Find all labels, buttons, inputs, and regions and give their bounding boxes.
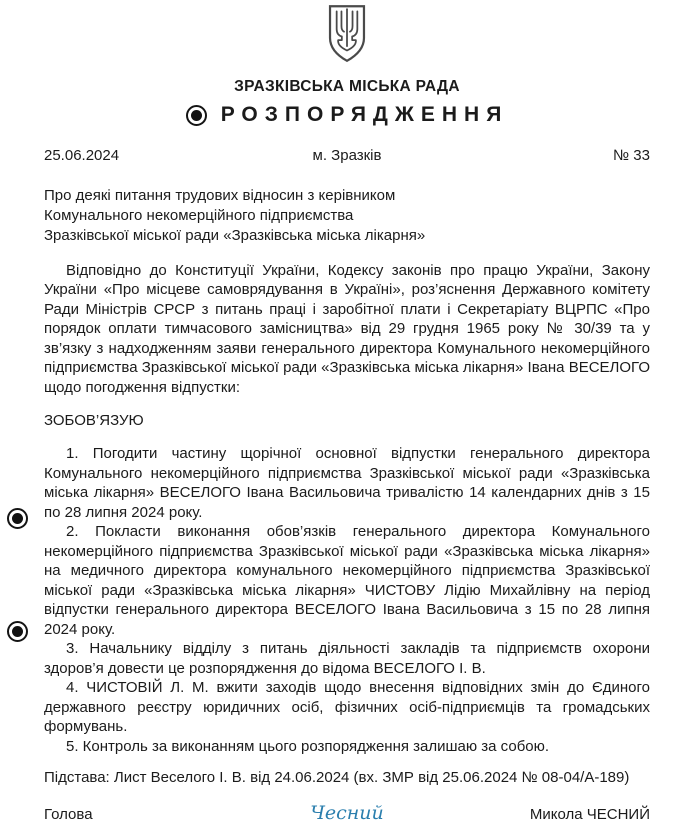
signer-name: Микола ЧЕСНИЙ — [529, 806, 650, 824]
preamble-paragraph: Відповідно до Конституції України, Кодексу законів про працю України, Закону України «Про місцеве самоврядування в Україні», роз’яснення Державного комітету Ради Міністрів СРСР з питань праці і заробітної плати і Секретаріату ВЦРПС «Про порядок оплати тимчасового замісництва» від 29 грудня 1965 року № 30/39 та у зв’язку з надходженням заяви генерального директора Комунального некомерційного підприємства Зразківської міської ради «Зразківська міська лікарня» Івана ВЕСЕЛОГО щодо погодження відпустки: — [44, 261, 650, 396]
annotation-marker-icon[interactable] — [7, 621, 28, 642]
doc-date: 25.06.2024 — [44, 147, 120, 164]
annotation-marker-icon[interactable] — [7, 508, 28, 529]
signature-row — [44, 802, 650, 824]
item-4: 4. ЧИСТОВІЙ Л. М. вжити заходів щодо внесення відповідних змін до Єдиного державного реєстру юридичних осіб, фізичних осіб-підприємців та громадських формувань. — [44, 679, 650, 736]
annotation-marker-dot — [191, 110, 202, 121]
doc-type-row — [44, 103, 650, 127]
doc-place: м. Зразків — [312, 147, 382, 164]
subject-line-1: Про деякі питання трудових відносин з керівником — [44, 187, 396, 204]
annotation-marker-icon[interactable] — [186, 105, 207, 126]
header-emblem — [44, 4, 650, 66]
handwritten-signature: Чесний — [310, 802, 384, 824]
coat-of-arms-ukraine-icon — [324, 4, 370, 66]
item-1: 1. Погодити частину щорічної основної відпустки генерального директора Комунального некомерційного підприємства Зразківської міської ради «Зразківська міська лікарня» ВЕСЕЛОГО Івана Васильовича тривалістю 14 календарних днів з 15 по 28 липня 2024 року. — [44, 445, 650, 521]
subject-line-2: Комунального некомерційного підприємства — [44, 206, 354, 224]
signer-position: Голова — [44, 806, 93, 824]
item-5: 5. Контроль за виконанням цього розпорядження залишаю за собою. — [66, 737, 550, 755]
subject-line-3: Зразківської міської ради «Зразківська міська лікарня» — [44, 226, 426, 244]
meta-row — [44, 147, 650, 164]
doc-type-title: РОЗПОРЯДЖЕННЯ — [220, 103, 509, 126]
items-list — [44, 444, 650, 756]
doc-subject — [44, 186, 650, 246]
org-name: ЗРАЗКІВСЬКА МІСЬКА РАДА — [234, 78, 460, 95]
annotation-marker-dot — [12, 513, 23, 524]
doc-number: № 33 — [613, 147, 650, 164]
item-3: 3. Начальнику відділу з питань діяльності закладів та підприємств охорони здоров’я довести це розпорядження до відома ВЕСЕЛОГО І. В. — [44, 640, 650, 677]
item-2: 2. Покласти виконання обов’язків генерального директора Комунального некомерційного підприємства Зразківської міської ради «Зразківська міська лікарня» на медичного директора комунального некомерційного підприємства Зразківської міської ради «Зразківська міська лікарня» ЧИСТОВУ Лідію Михайлівну на період відпустки генерального директора ВЕСЕЛОГО Івана Васильовича з 15 по 28 липня 2024 року. — [44, 523, 650, 638]
basis-line: Підстава: Лист Веселого І. В. від 24.06.2024 (вх. ЗМР від 25.06.2024 № 08-04/А-189) — [44, 769, 630, 787]
oblige-heading: ЗОБОВ’ЯЗУЮ — [44, 412, 144, 430]
annotation-marker-dot — [12, 626, 23, 637]
